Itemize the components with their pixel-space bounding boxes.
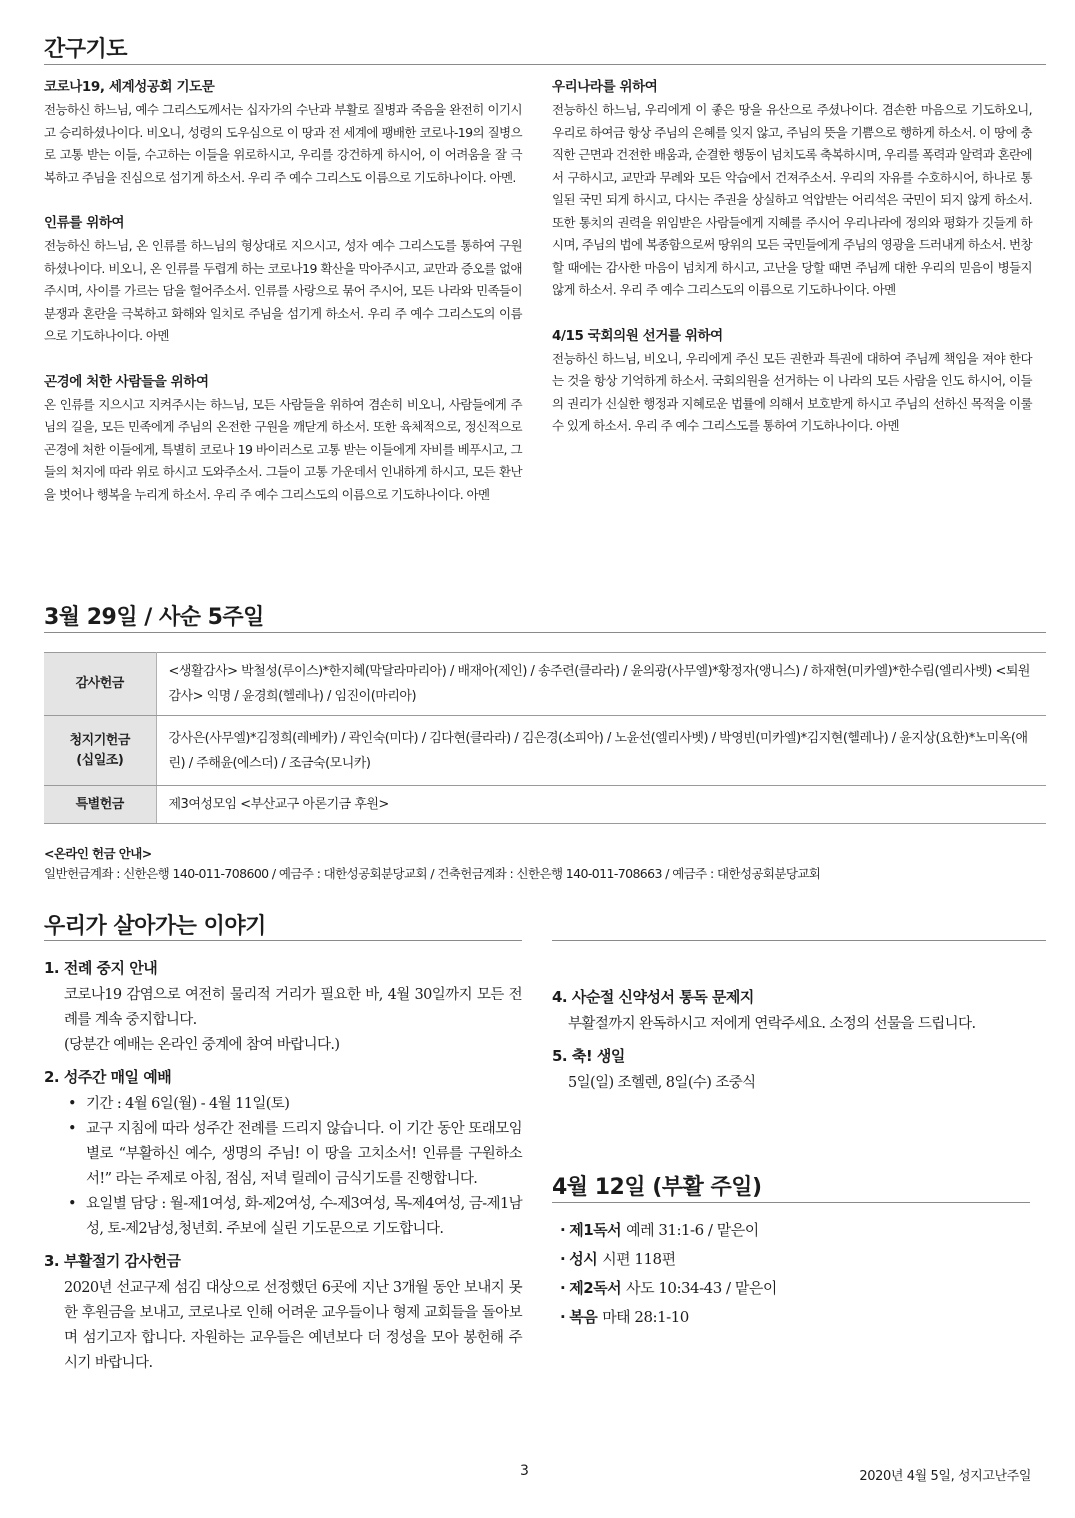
prayer-nation — [552, 75, 1032, 302]
story-bible-reading — [552, 986, 1032, 1037]
offering-label-line2: (십일조) — [76, 752, 124, 768]
story-title: 1. 전례 중지 안내 — [44, 959, 158, 977]
prayer-title: 4/15 국회의원 선거를 위하여 — [552, 327, 723, 344]
table-row — [44, 716, 1046, 786]
list-item: · 제1독서 예레 31:1-6 / 맡은이 — [560, 1221, 759, 1239]
story-text: 2020년 선교구제 섬김 대상으로 선정했던 6곳에 지난 3개월 동안 보내지 못한 후원금을 보내고, 코로나로 인해 어려운 교우들이나 형제 교회들을 돌아보며 섬기고자 합니다. 자원하는 교우들은 예년보다 더 정성을 모아 봉헌해 주시기 바랍니다. — [64, 1280, 522, 1371]
list-item: • 요일별 담당 : 월-제1여성, 화-제2여성, 수-제3여성, 목-제4여성, 금-제1남성, 토-제2남성,청년회. 주보에 실린 기도문으로 기도합니다. — [68, 1192, 522, 1242]
table-row — [44, 786, 1046, 824]
prayers-heading: 간구기도 — [44, 37, 128, 62]
page-number: 3 — [520, 1463, 529, 1479]
story-birthday — [552, 1045, 1032, 1096]
stories-rule-right — [552, 940, 1046, 941]
online-offering-info — [44, 844, 1046, 884]
offering-label-line1: 청지기헌금 — [69, 732, 130, 748]
story-text: 코로나19 감염으로 여전히 물리적 거리가 필요한 바, 4월 30일까지 모든 전례를 계속 중지합니다. — [64, 987, 522, 1028]
prayer-title: 우리나라를 위하여 — [552, 79, 658, 95]
readings-heading-rule — [552, 1202, 1030, 1203]
online-offering-title: <온라인 헌금 안내> — [44, 846, 152, 861]
list-item: • 기간 : 4월 6일(월) - 4월 11일(토) — [68, 1092, 522, 1117]
list-item: · 제2독서 사도 10:34-43 / 맡은이 — [560, 1279, 777, 1297]
prayer-text: 온 인류를 지으시고 지켜주시는 하느님, 모든 사람들을 위하여 겸손히 비오니, 사람들에게 주님의 길을, 모든 민족에게 주님의 온전한 구원을 깨닫게 하소서. 또한 육체적으로, 정신적으로 곤경에 처한 이들에게, 특별히 코로나 19 바이러스로 고통 받는 이들에게 자비를 베푸시고, 그들의 처지에 따라 위로 하시고 도와주소서. 그들이 고통 가운데서 인내하게 하시고, 모든 환난을 벗어나 행복을 누리게 하소서. 우리 주 예수 그리스도의 이름으로 기도하나이다. 아멘 — [44, 396, 522, 502]
story-title: 2. 성주간 매일 예배 — [44, 1068, 172, 1086]
table-row — [44, 653, 1046, 716]
online-offering-accounts: 일반헌금계좌 : 신한은행 140-011-708600 / 예금주 : 대한성공회분당교회 / 건축헌금계좌 : 신한은행 140-011-708663 / 예금주 : 대한성공회분당교회 — [44, 866, 821, 881]
prayer-text: 전능하신 하느님, 온 인류를 하느님의 형상대로 지으시고, 성자 예수 그리스도를 통하여 구원하셨나이다. 비오니, 온 인류를 두렵게 하는 코로나19 확산을 막아주시고, 교만과 증오를 없애주시며, 사이를 가르는 담을 헐어주소서. 인류를 사랑으로 묶어 주시어, 모든 나라와 민족들이 분쟁과 혼란을 극복하고 화해와 일치로 주님을 섬기게 하소서. 우리 주 예수 그리스도의 이름으로 기도하나이다. 아멘 — [44, 238, 522, 343]
offering-heading: 3월 29일 / 사순 5주일 — [44, 605, 264, 630]
footer-date: 2020년 4월 5일, 성지고난주일 — [859, 1469, 1031, 1484]
offering-heading-rule — [44, 632, 1046, 633]
story-text: 부활절까지 완독하시고 저에게 연락주세요. 소정의 선물을 드립니다. — [568, 1016, 976, 1032]
prayers-heading-rule — [44, 64, 1046, 65]
story-title: 4. 사순절 신약성서 통독 문제지 — [552, 988, 754, 1006]
offering-label: 특별헌금 — [44, 786, 156, 824]
prayer-hardship — [44, 370, 522, 507]
stories-right-column — [552, 986, 1032, 1096]
story-liturgy-suspension — [44, 957, 522, 1058]
offering-table — [44, 652, 1046, 824]
stories-left-column — [44, 957, 522, 1376]
stories-heading: 우리가 살아가는 이야기 — [44, 914, 266, 939]
story-text: 5일(일) 조헬렌, 8일(수) 조중식 — [568, 1075, 756, 1091]
prayer-title: 인류를 위하여 — [44, 215, 125, 231]
story-holy-week — [44, 1066, 522, 1242]
story-bullet-list — [44, 1092, 522, 1242]
offering-value: 강사은(사무엘)*김정희(레베카) / 곽인숙(미다) / 김다현(클라라) / 김은경(소피아) / 노윤선(엘리사벳) / 박영빈(미카엘)*김지현(헬레나) / 윤지상(요한)*노미옥(애린) / 주해윤(에스더) / 조금숙(모니카) — [156, 716, 1046, 786]
prayers-left-column — [44, 75, 522, 528]
prayer-title: 코로나19, 세계성공회 기도문 — [44, 79, 215, 95]
prayer-title: 곤경에 처한 사람들을 위하여 — [44, 373, 209, 390]
stories-rule-left — [44, 940, 522, 941]
list-item: · 복음 마태 28:1-10 — [560, 1308, 689, 1326]
prayer-election — [552, 324, 1032, 438]
prayer-text: 전능하신 하느님, 비오니, 우리에게 주신 모든 권한과 특권에 대하여 주님께 책임을 져야 한다는 것을 항상 기억하게 하소서. 국회의원을 선거하는 이 나라의 모든 사람을 인도 하시어, 이들의 권리가 신실한 행정과 지혜로운 법률에 의해서 보호받게 하시고 주님의 선하신 목적을 이룰 수 있게 하소서. 우리 주 예수 그리스도를 통하여 기도하나이다. 아멘 — [552, 350, 1032, 433]
story-title: 3. 부활절기 감사헌금 — [44, 1252, 181, 1270]
offering-label — [44, 716, 156, 786]
story-text: (당분간 예배는 온라인 중계에 참여 바랍니다.) — [64, 1037, 340, 1053]
list-item: • 교구 지침에 따라 성주간 전례를 드리지 않습니다. 이 기간 동안 또래모임별로 “부활하신 예수, 생명의 주님! 이 땅을 고치소서! 인류를 구원하소서!” 라는 주제로 아침, 점심, 저녁 릴레이 금식기도를 진행합니다. — [68, 1117, 522, 1192]
offering-value: <생활감사> 박철성(루이스)*한지혜(막달라마리아) / 배재아(제인) / 송주련(클라라) / 윤의광(사무엘)*황정자(앵니스) / 하재현(미카엘)*한수림(엘리사벳) <퇴원감사> 익명 / 윤경희(헬레나) / 임진이(마리아) — [156, 653, 1046, 716]
prayers-right-column — [552, 75, 1032, 460]
prayer-text: 전능하신 하느님, 예수 그리스도께서는 십자가의 수난과 부활로 질병과 죽음을 완전히 이기시고 승리하셨나이다. 비오니, 성령의 도우심으로 이 땅과 전 세계에 팽배한 코로나-19의 질병으로 고통 받는 이들, 수고하는 이들을 위로하시고, 우리를 강건하게 하시어, 이 어려움을 잘 극복하고 주님을 진심으로 섬기게 하소서. 우리 주 예수 그리스도 이름으로 기도하나이다. 아멘. — [44, 102, 522, 185]
list-item: · 성시 시편 118편 — [560, 1250, 676, 1268]
prayer-humanity — [44, 211, 522, 348]
story-easter-offering — [44, 1250, 522, 1376]
story-title: 5. 축! 생일 — [552, 1047, 625, 1065]
offering-value: 제3여성모임 <부산교구 아론기금 후원> — [156, 786, 1046, 824]
readings-list — [552, 1216, 1030, 1332]
prayer-text: 전능하신 하느님, 우리에게 이 좋은 땅을 유산으로 주셨나이다. 겸손한 마음으로 기도하오니, 우리로 하여금 항상 주님의 은혜를 잊지 않고, 주님의 뜻을 기쁨으로 행하게 하소서. 이 땅에 충직한 근면과 건전한 배움과, 순결한 행동이 넘치도록 축복하시며, 우리를 폭력과 알력과 혼란에서 구하시고, 교만과 무례와 모든 악습에서 건져주소서. 우리의 자유를 수호하시어, 하나로 통일된 국민 되게 하시고, 다시는 주권을 상실하고 억압받는 어리석은 국민이 되지 않게 하소서. 또한 통치의 권력을 위임받은 사람들에게 지혜를 주시어 우리나라에 정의와 평화가 깃들게 하시며, 주님의 법에 복종함으로써 땅위의 모든 국민들에게 주님의 영광을 드러내게 하소서. 번창할 때에는 감사한 마음이 넘치게 하시고, 고난을 당할 때면 주님께 대한 우리의 믿음이 병들지 않게 하소서. 우리 주 예수 그리스도의 이름으로 기도하나이다. 아멘 — [552, 102, 1032, 297]
offering-label: 감사헌금 — [44, 653, 156, 716]
prayer-covid19 — [44, 75, 522, 189]
readings-heading: 4월 12일 (부활 주일) — [552, 1175, 762, 1200]
